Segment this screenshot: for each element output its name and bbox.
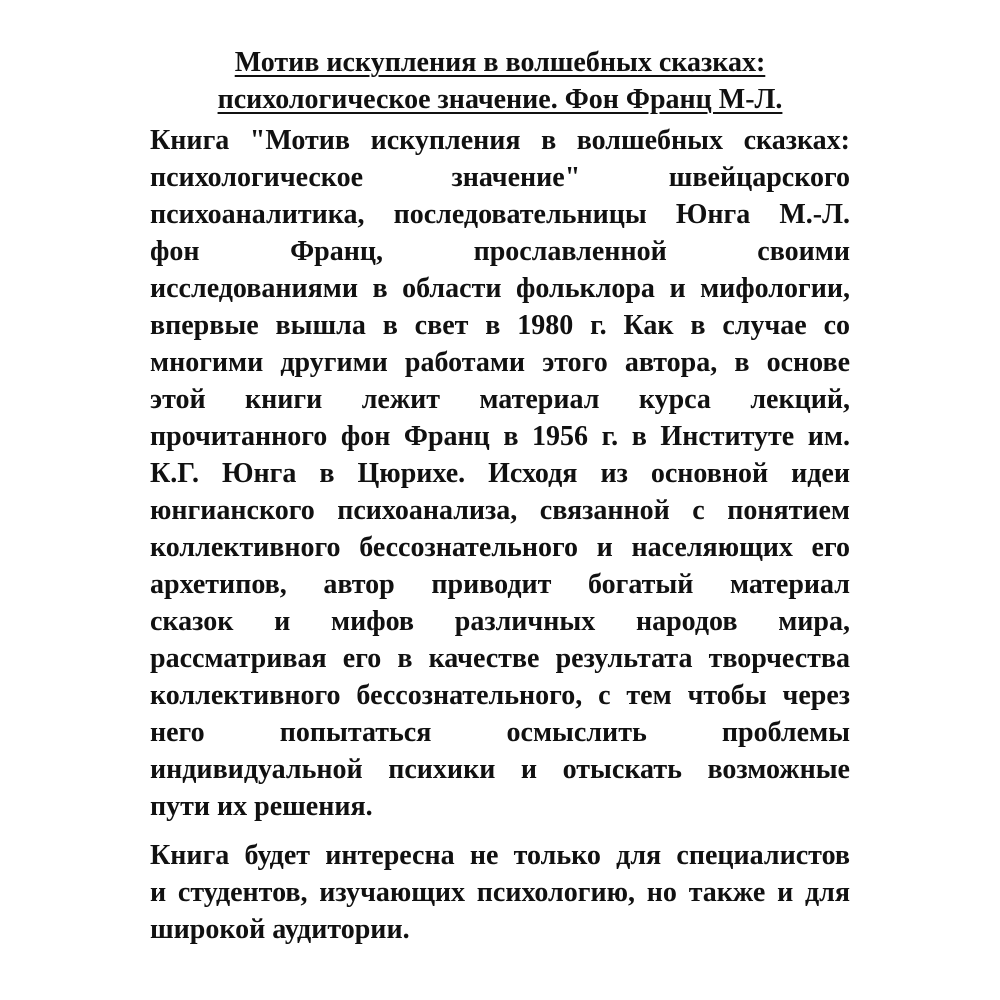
paragraph-line: индивидуальной психики и отыскать возможные (150, 754, 850, 785)
paragraph-line: многими другими работами этого автора, в основе (150, 347, 850, 378)
paragraph-line: этой книги лежит материал курса лекций, (150, 384, 850, 415)
paragraph-line: и студентов, изучающих психологию, но также и для (150, 877, 850, 908)
paragraph-line: психоаналитика, последовательницы Юнга М.-Л. (150, 199, 850, 230)
paragraph-line: впервые вышла в свет в 1980 г. Как в случае со (150, 310, 850, 341)
title-line-2: психологическое значение. Фон Франц М-Л. (217, 84, 783, 115)
paragraph-line: Книга будет интересна не только для специалистов (150, 840, 850, 871)
paragraph-line: юнгианского психоанализа, связанной с понятием (150, 495, 850, 526)
paragraph-line: коллективного бессознательного и населяющих его (150, 532, 850, 563)
paragraph-line: широкой аудитории. (150, 914, 410, 945)
paragraph-line: Книга "Мотив искупления в волшебных сказках: (150, 125, 850, 156)
paragraph-line: фон Франц, прославленной своими (150, 236, 850, 267)
title-line-1: Мотив искупления в волшебных сказках: (234, 47, 766, 78)
paragraph-line: пути их решения. (150, 791, 373, 822)
paragraph-line: коллективного бессознательного, с тем чтобы через (150, 680, 850, 711)
paragraph-line: исследованиями в области фольклора и мифологии, (150, 273, 850, 304)
paragraph-line: него попытаться осмыслить проблемы (150, 717, 850, 748)
description-paragraph (150, 122, 850, 825)
paragraph-line: К.Г. Юнга в Цюрихе. Исходя из основной идеи (150, 458, 850, 489)
paragraph-line: рассматривая его в качестве результата творчества (150, 643, 850, 674)
document-title (150, 44, 850, 118)
paragraph-line: психологическое значение" швейцарского (150, 162, 850, 193)
paragraph-line: архетипов, автор приводит богатый материал (150, 569, 850, 600)
audience-paragraph (150, 837, 850, 948)
paragraph-line: сказок и мифов различных народов мира, (150, 606, 850, 637)
paragraph-line: прочитанного фон Франц в 1956 г. в Институте им. (150, 421, 850, 452)
